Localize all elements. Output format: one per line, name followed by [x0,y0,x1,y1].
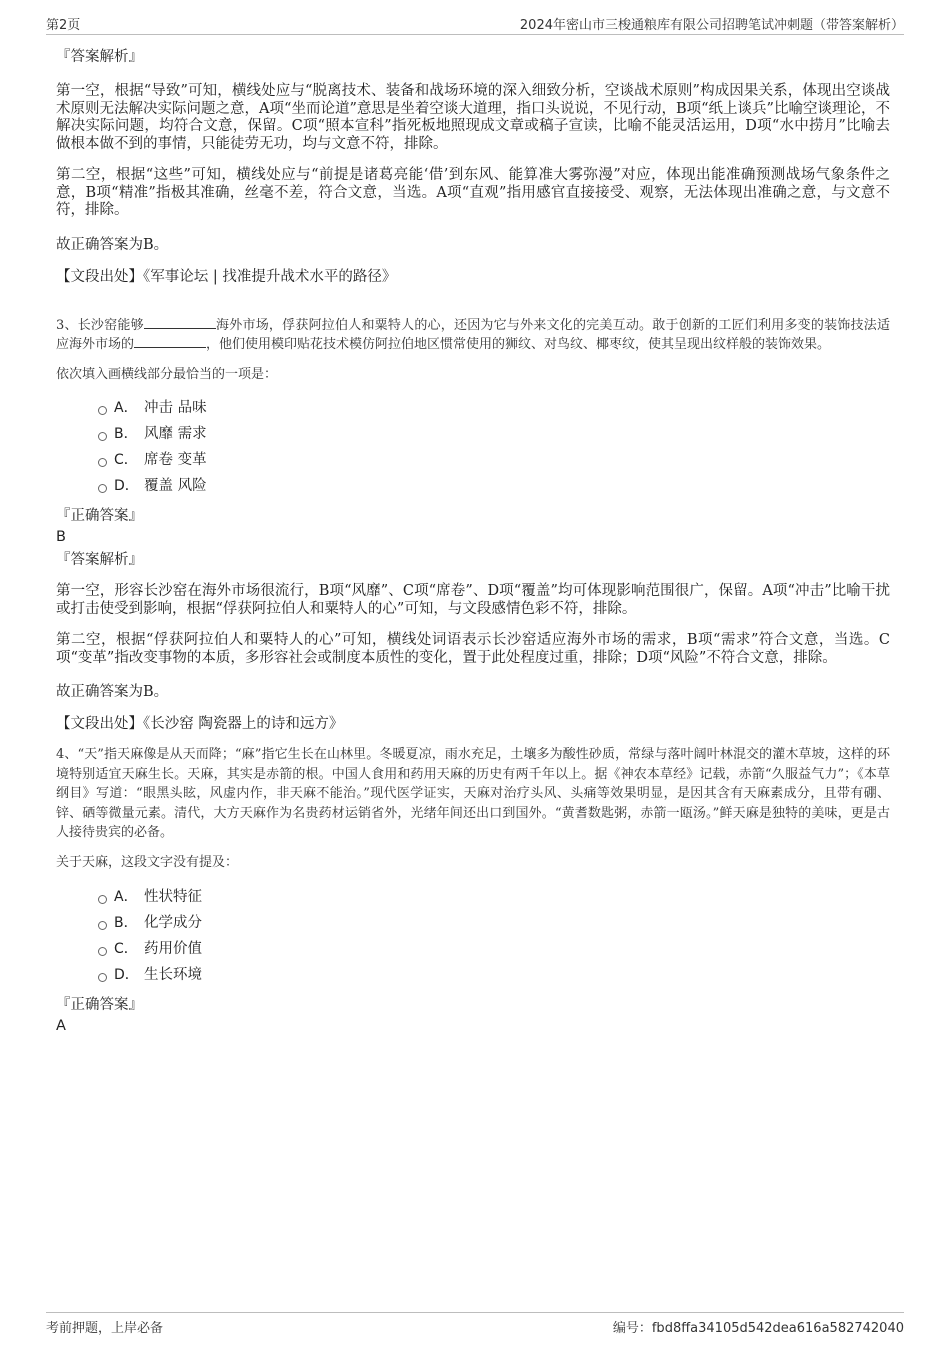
source-citation: 【文段出处】《军事论坛 | 找准提升战术水平的路径》 [56,268,397,285]
radio-icon[interactable] [98,458,107,467]
option-c[interactable]: C． 席卷 变革 [56,447,890,473]
option-b[interactable]: B． 风靡 需求 [56,421,890,447]
document-title: 2024年密山市三梭通粮库有限公司招聘笔试冲刺题（带答案解析） [519,18,904,33]
correct-answer: B [56,529,66,545]
page-footer [46,1312,904,1335]
radio-icon[interactable] [98,973,107,982]
radio-icon[interactable] [98,895,107,904]
option-list [56,395,890,499]
option-d[interactable]: D． 覆盖 风险 [56,473,890,499]
option-a[interactable]: A． 冲击 品味 [56,395,890,421]
question-stem: 4、“天”指天麻像是从天而降；“麻”指它生长在山林里。冬暖夏凉，雨水充足，土壤多为酸性砂质，常绿与落叶阔叶林混交的灌木草坡，这样的环境特别适宜天麻生长。天麻，其实是赤箭的根。中国人食用和药用天麻的历史有两千年以上。据《神农本草经》记载，赤箭“久服益气力”；《本草纲目》写道：“眼黑头眩，风虚内作，非天麻不能治。”现代医学证实，天麻对治疗头风、头痛等效果明显，是因其含有天麻素成分，且带有硼、锌、硒等微量元素。清代，大方天麻作为名贵药材运销省外，光绪年间还出口到国外。“黄耆数匙粥，赤箭一瓯汤。”鲜天麻是独特的美味，更是古人接待贵宾的必备。 [56,747,890,840]
option-list [56,884,890,988]
page-header [46,12,904,35]
answer-label: 『正确答案』 [56,508,143,524]
option-c[interactable]: C． 药用价值 [56,936,890,962]
radio-icon[interactable] [98,484,107,493]
analysis-label: 『答案解析』 [56,552,143,568]
analysis-paragraph: 第二空，根据“俘获阿拉伯人和粟特人的心”可知，横线处词语表示长沙窑适应海外市场的需求，B项“需求”符合文意，当选。C项“变革”指改变事物的本质，多形容社会或制度本质性的变化，置于此处程度过重，排除；D项“风险”不符合文意，排除。 [56,632,890,666]
analysis-paragraph: 第二空，根据“这些”可知，横线处应与“前提是诸葛亮能‘借’到东风、能算准大雾弥漫”对应，体现出能准确预测战场气象条件之意，B项“精准”指极其准确，丝毫不差，符合文意，当选。A项“直观”指用感官直接接受、观察，无法体现出准确之意，与文意不符，排除。 [56,167,890,218]
question-stem: 3、长沙窑能够 海外市场，俘获阿拉伯人和粟特人的心，还因为它与外来文化的完美互动。敢于创新的工匠们利用多变的装饰技法适应海外市场的 ，他们使用模印贴花技术模仿阿拉伯地区惯常使用的狮纹、对鸟纹、椰枣纹，使其呈现出纹样般的装饰效果。 [56,317,890,352]
analysis-paragraph: 第一空，形容长沙窑在海外市场很流行，B项“风靡”、C项“席卷”、D项“覆盖”均可体现影响范围很广，保留。A项“冲击”比喻干扰或打击使受到影响，根据“俘获阿拉伯人和粟特人的心”可知，与文段感情色彩不符，排除。 [56,583,890,617]
radio-icon[interactable] [98,947,107,956]
conclusion: 故正确答案为B。 [56,236,169,253]
answer-label: 『正确答案』 [56,997,143,1013]
option-b[interactable]: B． 化学成分 [56,910,890,936]
analysis-paragraph: 第一空，根据“导致”可知，横线处应与“脱离技术、装备和战场环境的深入细致分析，空谈战术原则”构成因果关系，体现出空谈战术原则无法解决实际问题之意，A项“坐而论道”意思是坐着空谈大道理，指口头说说，不见行动，B项“纸上谈兵”比喻空谈理论，不解决实际问题，均符合文意，保留。C项“照本宣科”指死板地照现成文章或稿子宣读，比喻不能灵活运用，D项“水中捞月”比喻去做根本做不到的事情，只能徒劳无功，均与文意不符，排除。 [56,83,890,152]
document-id: 编号：fbd8ffa34105d542dea616a582742040 [612,1321,904,1336]
radio-icon[interactable] [98,921,107,930]
answer-blank [144,316,216,329]
correct-answer: A [56,1018,66,1034]
option-d[interactable]: D． 生长环境 [56,962,890,988]
analysis-label: 『答案解析』 [56,49,143,65]
option-a[interactable]: A． 性状特征 [56,884,890,910]
footer-slogan: 考前押题，上岸必备 [46,1321,164,1336]
radio-icon[interactable] [98,406,107,415]
page-number: 第2页 [46,18,81,33]
question-instruction: 依次填入画横线部分最恰当的一项是： [56,366,278,382]
answer-blank [134,335,206,348]
question-instruction: 关于天麻，这段文字没有提及： [56,854,239,870]
conclusion: 故正确答案为B。 [56,684,169,700]
page-content [56,44,890,1036]
source-citation: 【文段出处】《长沙窑 陶瓷器上的诗和远方》 [56,716,344,732]
radio-icon[interactable] [98,432,107,441]
